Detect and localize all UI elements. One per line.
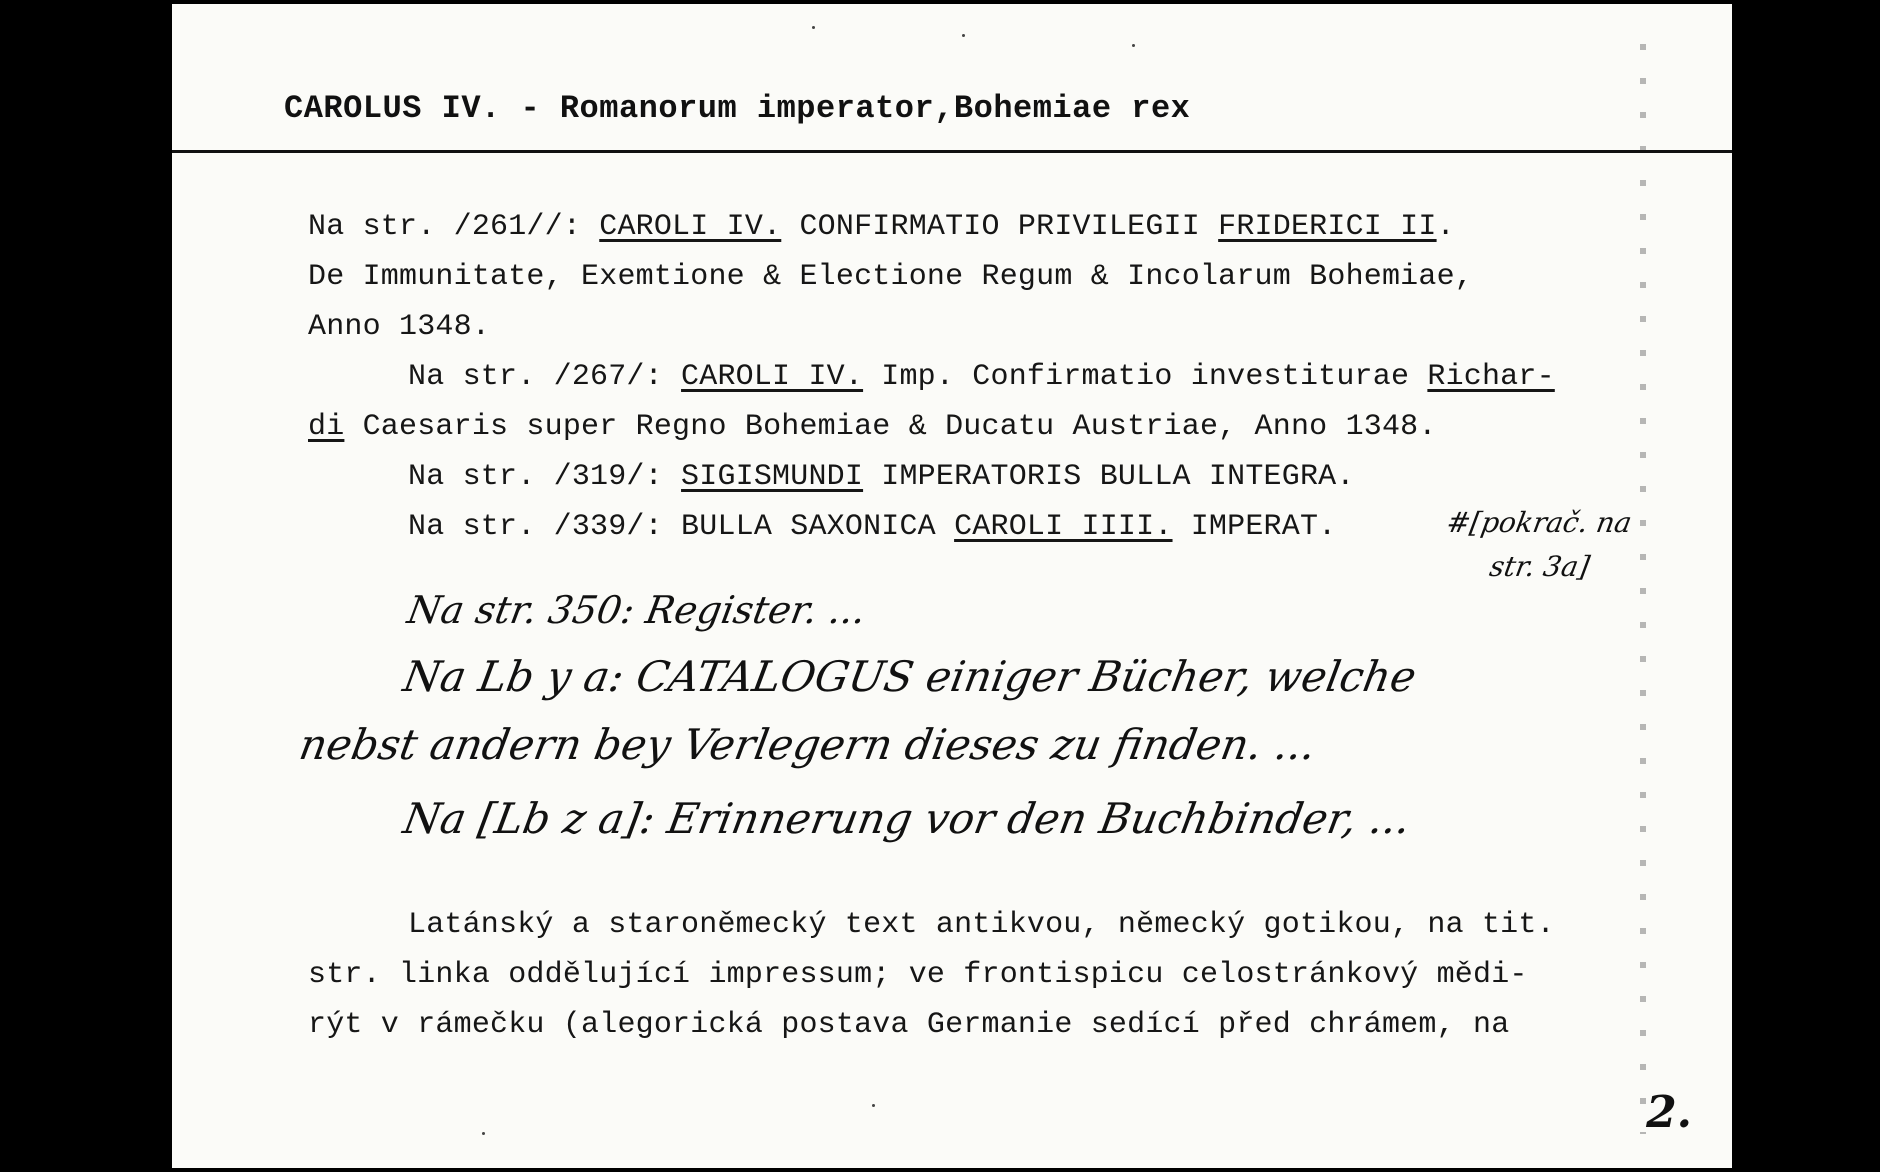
handwritten-line: nebst andern bey Verlegern dieses zu finden. ... [295, 720, 1320, 769]
handwritten-margin-note: str. 3a] [1487, 550, 1593, 583]
scan-speck [872, 1104, 875, 1107]
typed-line: De Immunitate, Exemtione & Electione Regum & Incolarum Bohemiae, [308, 260, 1473, 294]
typed-line: Na str. /339/: BULLA SAXONICA CAROLI IIII. IMPERAT. [408, 510, 1337, 544]
handwritten-line: Na Lb y a: CATALOGUS einiger Bücher, welche [399, 652, 1420, 701]
scan-edge-marks [1640, 44, 1646, 1134]
handwritten-line: Na str. 350: Register. ... [404, 588, 870, 632]
scan-speck [962, 34, 965, 37]
scan-speck [812, 26, 815, 29]
typed-line: di Caesaris super Regno Bohemiae & Ducatu Austriae, Anno 1348. [308, 410, 1437, 444]
typed-line: Na str. /261//: CAROLI IV. CONFIRMATIO PRIVILEGII FRIDERICI II. [308, 210, 1455, 244]
typed-line: Anno 1348. [308, 310, 491, 344]
catalog-card [172, 4, 1732, 1168]
typed-line: Na str. /267/: CAROLI IV. Imp. Confirmatio investiturae Richar- [408, 360, 1555, 394]
scan-speck [482, 1132, 485, 1135]
typed-line: Na str. /319/: SIGISMUNDI IMPERATORIS BULLA INTEGRA. [408, 460, 1355, 494]
description-line: Latánský a staroněmecký text antikvou, německý gotikou, na tit. [408, 908, 1555, 942]
page-number: 2. [1646, 1087, 1692, 1138]
card-heading: CAROLUS IV. - Romanorum imperator,Bohemiae rex [284, 90, 1191, 127]
scan-speck [1132, 44, 1135, 47]
handwritten-margin-note: #[pokrač. na [1444, 506, 1635, 539]
description-line: rýt v rámečku (alegorická postava Germanie sedící před chrámem, na [308, 1008, 1510, 1042]
handwritten-line: Na [Lb z a]: Erinnerung vor den Buchbinder, ... [399, 794, 1415, 843]
heading-rule [172, 150, 1732, 153]
description-line: str. linka oddělující impressum; ve frontispicu celostránkový mědi- [308, 958, 1528, 992]
